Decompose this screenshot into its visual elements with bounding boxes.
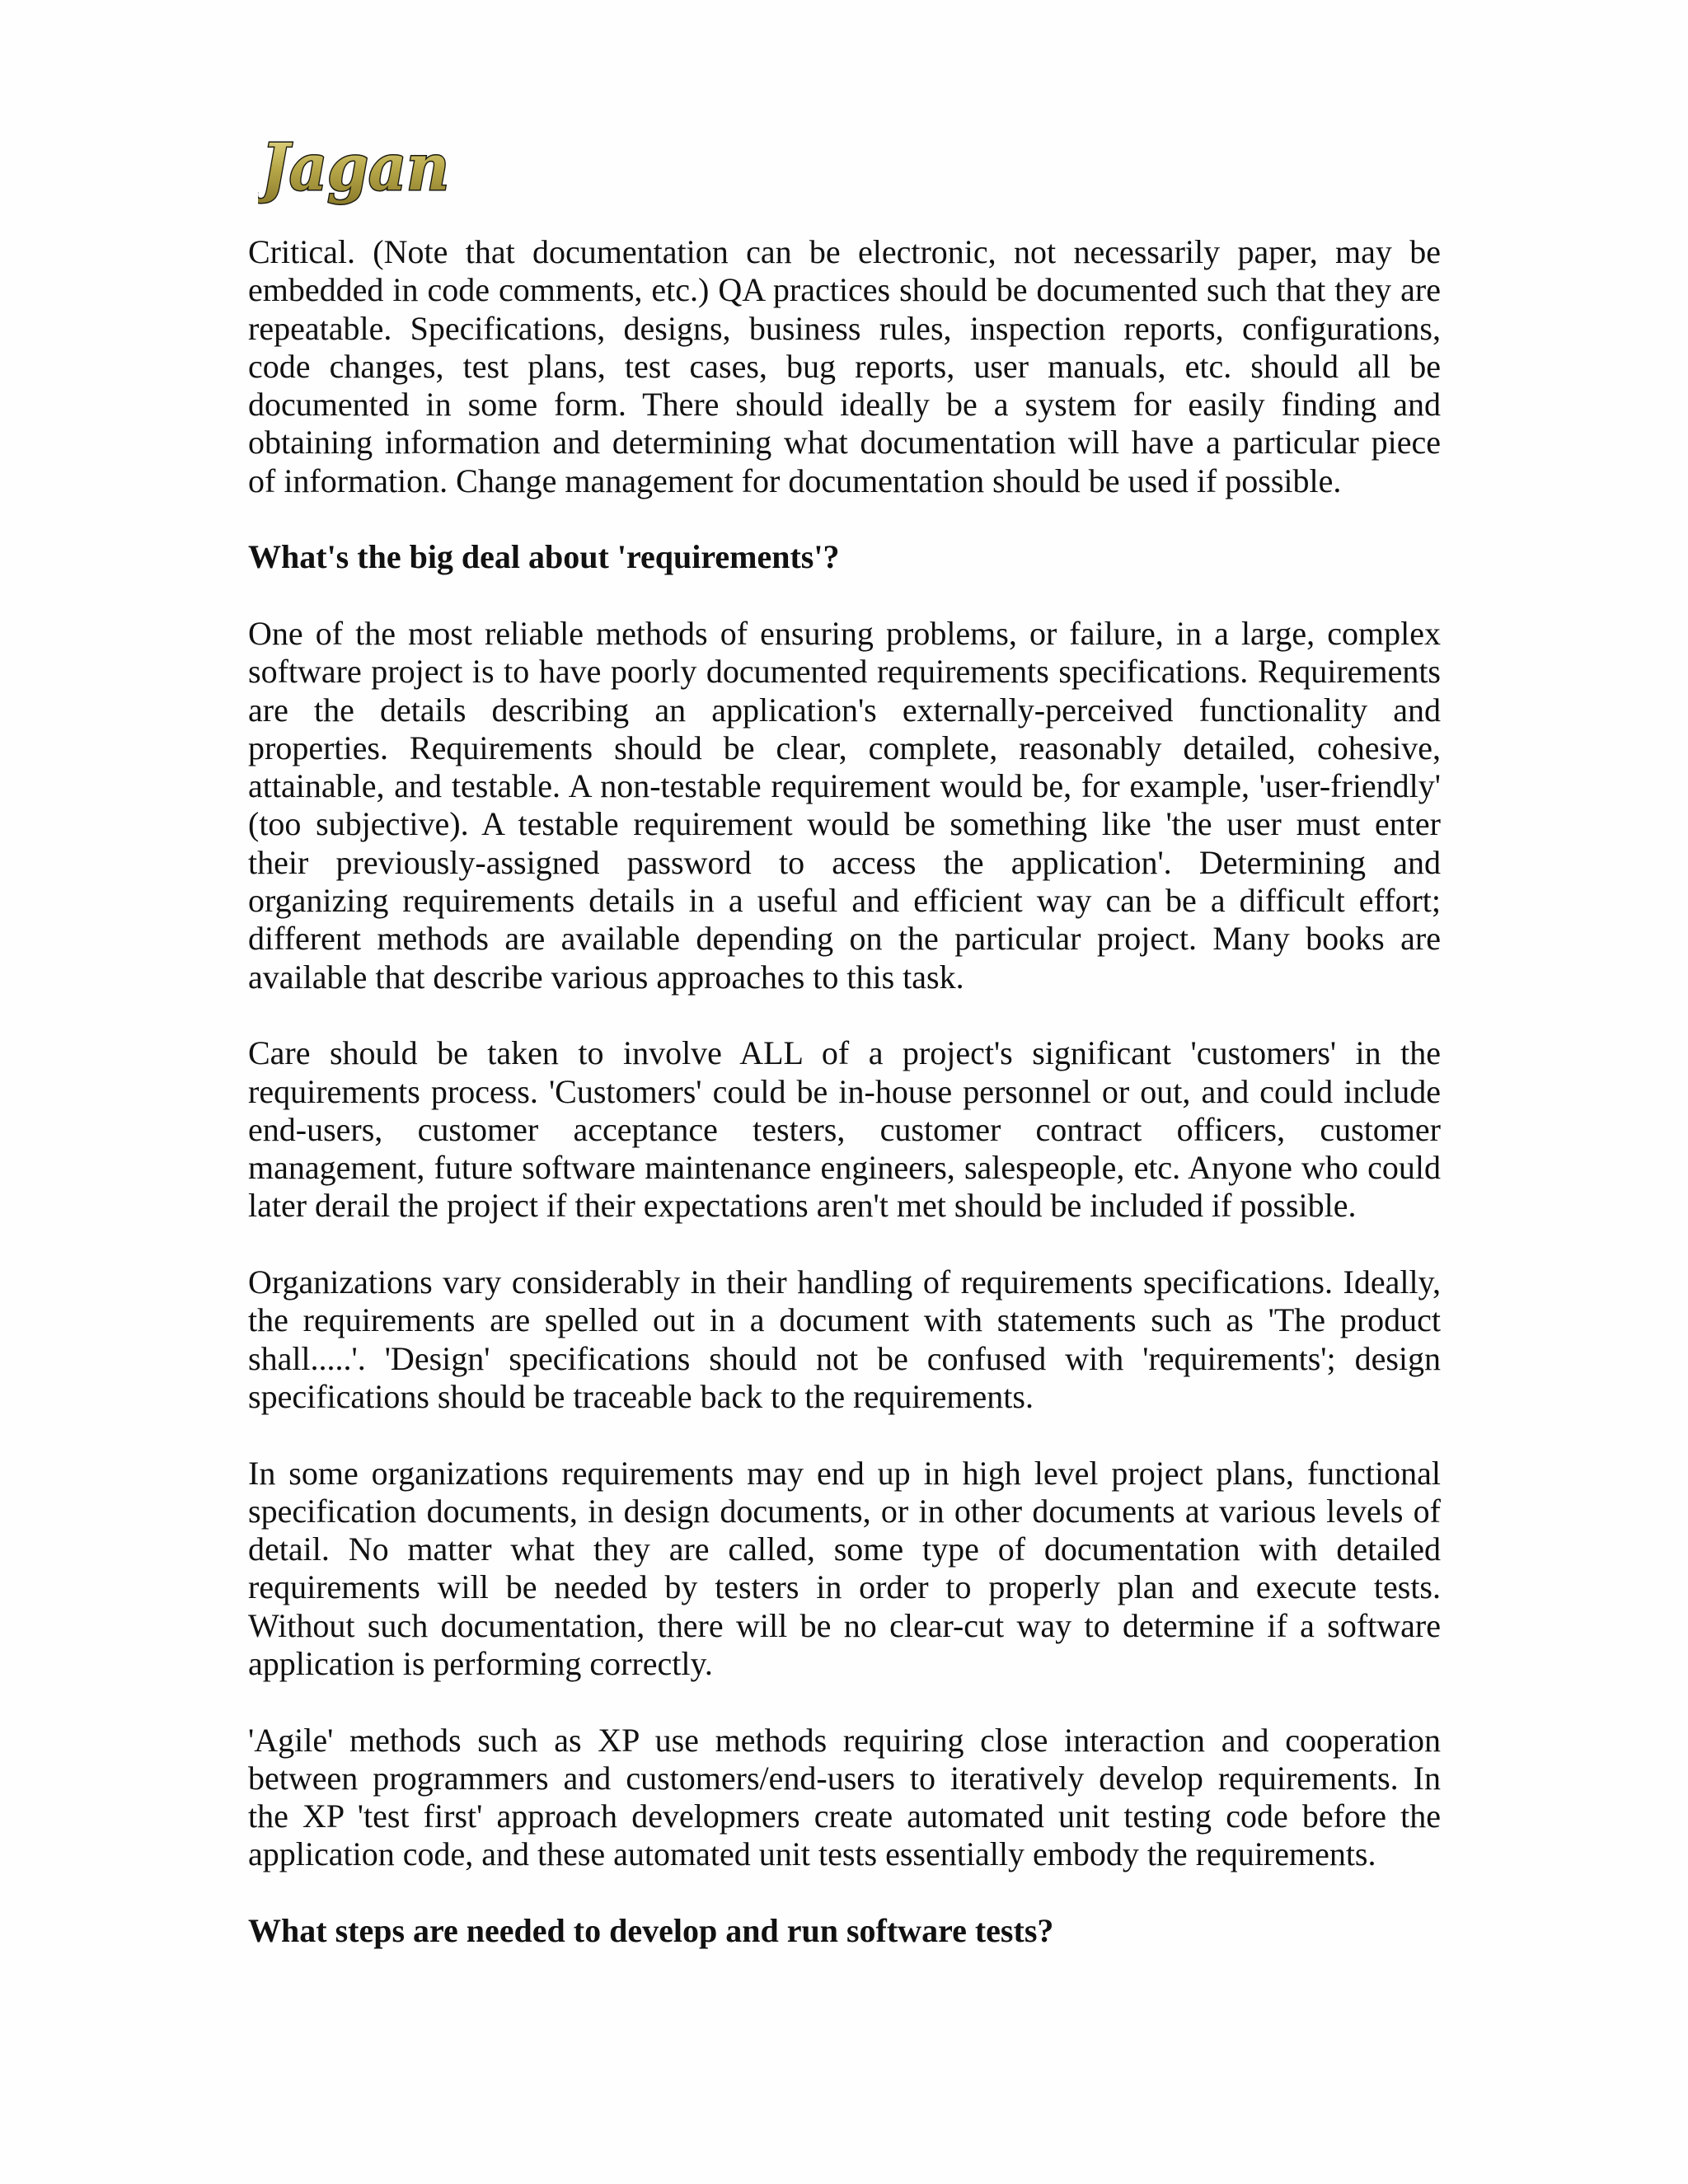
section-heading <box>248 538 1441 576</box>
paragraph <box>248 1455 1441 1684</box>
text-line: What steps are needed to develop and run software tests? <box>248 1912 1054 1950</box>
text-line: Without such documentation, there will be no clear-cut way to determine if a software <box>248 1606 1441 1644</box>
text-line: 'Agile' methods such as XP use methods requiring close interaction and cooperation <box>248 1721 1441 1759</box>
jagan-logo <box>258 130 456 218</box>
text-line: requirements will be needed by testers in order to properly plan and execute tests. <box>248 1568 1441 1606</box>
text-line: different methods are available depending on the particular project. Many books are <box>248 920 1441 958</box>
text-line: between programmers and customers/end-users to iteratively develop requirements. In <box>248 1759 1441 1797</box>
paragraph <box>248 615 1441 996</box>
text-line: obtaining information and determining what documentation will have a particular piece <box>248 424 1441 462</box>
paragraph <box>248 1263 1441 1416</box>
text-line: documented in some form. There should ideally be a system for easily finding and <box>248 386 1441 424</box>
text-line: their previously-assigned password to access the application'. Determining and <box>248 843 1441 881</box>
document-body <box>248 233 1441 1989</box>
text-line: What's the big deal about 'requirements'? <box>248 538 840 576</box>
text-line: specifications should be traceable back to the requirements. <box>248 1377 1034 1415</box>
text-line: application code, and these automated unit tests essentially embody the requirements. <box>248 1835 1376 1873</box>
section-heading <box>248 1912 1441 1950</box>
text-line: the requirements are spelled out in a document with statements such as 'The product <box>248 1301 1441 1339</box>
text-line: embedded in code comments, etc.) QA practices should be documented such that they are <box>248 271 1441 309</box>
text-line: available that describe various approaches to this task. <box>248 958 964 996</box>
text-line: specification documents, in design documents, or in other documents at various levels of <box>248 1492 1441 1530</box>
text-line: of information. Change management for documentation should be used if possible. <box>248 462 1342 499</box>
text-line: One of the most reliable methods of ensuring problems, or failure, in a large, complex <box>248 614 1441 652</box>
logo-text: Jagan <box>258 130 449 205</box>
text-line: In some organizations requirements may end up in high level project plans, functional <box>248 1454 1441 1492</box>
paragraph <box>248 1722 1441 1874</box>
text-line: later derail the project if their expectations aren't met should be included if possible. <box>248 1187 1357 1225</box>
text-line: shall.....'. 'Design' specifications should not be confused with 'requirements'; design <box>248 1339 1441 1377</box>
paragraph <box>248 233 1441 500</box>
text-line: code changes, test plans, test cases, bug reports, user manuals, etc. should all be <box>248 347 1441 385</box>
text-line: organizing requirements details in a useful and efficient way can be a difficult effort; <box>248 882 1441 920</box>
text-line: Critical. (Note that documentation can be electronic, not necessarily paper, may be <box>248 233 1441 270</box>
text-line: Care should be taken to involve ALL of a project's significant 'customers' in the <box>248 1034 1441 1072</box>
text-line: repeatable. Specifications, designs, business rules, inspection reports, configurations, <box>248 309 1441 347</box>
text-line: (too subjective). A testable requirement would be something like 'the user must enter <box>248 805 1441 843</box>
text-line: detail. No matter what they are called, some type of documentation with detailed <box>248 1530 1441 1568</box>
text-line: properties. Requirements should be clear, complete, reasonably detailed, cohesive, <box>248 729 1441 766</box>
text-line: requirements process. 'Customers' could be in-house personnel or out, and could include <box>248 1072 1441 1110</box>
text-line: software project is to have poorly documented requirements specifications. Requirements <box>248 653 1441 691</box>
text-line: the XP 'test first' approach developmers create automated unit testing code before the <box>248 1797 1441 1835</box>
paragraph <box>248 1034 1441 1225</box>
logo-image <box>258 130 456 218</box>
text-line: application is performing correctly. <box>248 1644 713 1682</box>
text-line: attainable, and testable. A non-testable requirement would be, for example, 'user-friendly' <box>248 767 1441 805</box>
text-line: end-users, customer acceptance testers, customer contract officers, customer <box>248 1110 1441 1148</box>
text-line: Organizations vary considerably in their handling of requirements specifications. Ideally, <box>248 1263 1441 1301</box>
text-line: are the details describing an application's externally-perceived functionality and <box>248 691 1441 729</box>
text-line: management, future software maintenance engineers, salespeople, etc. Anyone who could <box>248 1149 1441 1187</box>
